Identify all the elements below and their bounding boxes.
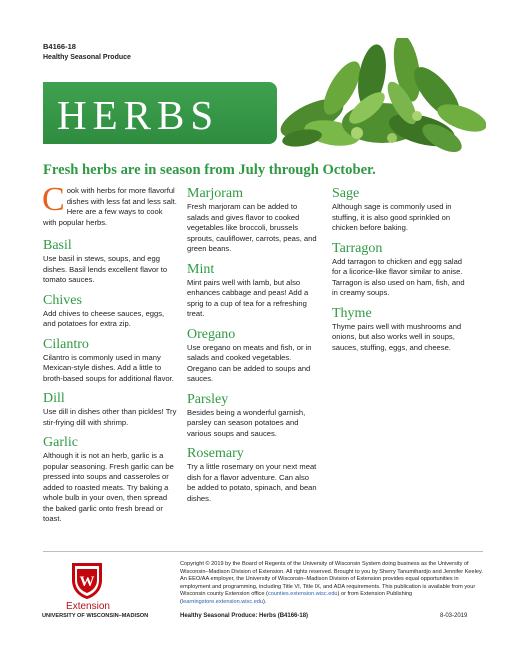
herb-marjoram	[187, 186, 317, 255]
herb-text: Add tarragon to chicken and egg salad for a licorice-like flavor similar to anise. Tarragon is also used on ham, fish, and in creamy soups.	[332, 256, 465, 297]
herb-rosemary	[187, 446, 317, 504]
herb-sage	[332, 186, 467, 234]
herb-heading: Rosemary	[187, 446, 244, 461]
herb-text: Cilantro is commonly used in many Mexican-style dishes. Add a little to broth-based soups for additional flavor.	[43, 352, 174, 383]
herb-heading: Thyme	[332, 305, 372, 321]
title-banner	[43, 82, 277, 144]
page-title: HERBS	[57, 92, 220, 138]
herb-mint	[187, 262, 317, 320]
herb-heading: Garlic	[43, 435, 78, 450]
uw-crest-icon	[68, 560, 106, 600]
crest-letter: W	[79, 574, 95, 590]
herb-text: Thyme pairs well with mushrooms and onions, but also works well in soups, sauces, stuffing, eggs, and cheese.	[332, 321, 462, 352]
footer-date: 8-03-2019	[440, 613, 468, 619]
column-1	[42, 181, 178, 532]
drop-cap: C	[42, 181, 65, 218]
column-3	[332, 186, 467, 360]
herb-heading: Cilantro	[43, 336, 89, 352]
herb-heading: Chives	[43, 292, 82, 308]
herb-text: Although sage is commonly used in stuffing, it is also good sprinkled on chicken before baking.	[332, 202, 452, 232]
document-id: B4166-18	[43, 42, 76, 51]
herb-text: Use oregano on meats and fish, or in salads and cooked vegetables. Oregano can be added to soups and sauces.	[187, 342, 312, 383]
herb-text: Add chives to cheese sauces, eggs, and potatoes for extra zip.	[43, 308, 165, 328]
column-2	[187, 186, 317, 511]
herb-tarragon	[332, 241, 467, 299]
herb-text: Use basil in stews, soups, and egg dishes. Basil lends excellent flavor to tomato sauces.	[43, 254, 168, 284]
university-name: UNIVERSITY OF WISCONSIN–MADISON	[42, 613, 149, 619]
copyright-notice	[180, 561, 484, 607]
herb-text: Although it is not an herb, garlic is a popular seasoning. Fresh garlic can be pressed into soups and casseroles or added to roasted meats. Try baking a whole bulb in your oven, then spread the baked garlic onto fresh bread or toast.	[43, 451, 174, 523]
copyright-text-1: Copyright © 2019 by the Board of Regents of the University of Wisconsin System doing business as the University of Wisconsin–Madison Division of Extension. All rights reserved. Brought to you by Sherry Tanumihardjo and Jennifer Keeley. An EEO/AA employer, the University of Wisconsin–Madison Division of Extension provides equal opportunities in employment and programming, including Title VI, Title IX, and ADA requirements. This publication is available from your Wisconsin county Extension office (	[180, 561, 483, 598]
series-name: Healthy Seasonal Produce	[43, 54, 131, 61]
herb-parsley	[187, 392, 317, 440]
herb-heading: Dill	[43, 391, 65, 406]
herb-heading: Parsley	[187, 391, 229, 407]
herbs-photo	[272, 38, 486, 158]
counties-link[interactable]: counties.extension.wisc.edu	[267, 591, 338, 598]
herb-chives	[43, 293, 178, 330]
herb-thyme	[332, 306, 467, 354]
copyright-text-3: ).	[263, 598, 267, 605]
herb-cilantro	[43, 337, 178, 385]
extension-name: Extension	[66, 601, 110, 612]
footer-divider	[43, 551, 483, 552]
learningstore-link[interactable]: learningstore.extension.wisc.edu	[181, 598, 264, 605]
herb-text: Mint pairs well with lamb, but also enhances cabbage and peas! Add a sprig to a cup of tea for a refreshing treat.	[187, 277, 309, 318]
herb-text: Try a little rosemary on your next meat dish for a flavor adventure. Can also be added to potato, spinach, and bean dishes.	[187, 462, 317, 503]
herb-text: Besides being a wonderful garnish, parsley can season potatoes and various soups and sauces.	[187, 407, 306, 438]
intro-paragraph	[42, 181, 178, 232]
herb-basil	[43, 238, 178, 286]
intro-text: ook with herbs for more flavorful dishes with less fat and less salt. Here are a few ways to cook with popular herbs.	[43, 186, 177, 227]
season-subtitle: Fresh herbs are in season from July through October.	[43, 162, 376, 178]
herb-oregano	[187, 327, 317, 385]
footer-publication-title: Healthy Seasonal Produce: Herbs (B4166-18)	[180, 613, 309, 619]
copyright-text-2: ) or from Extension Publishing (	[180, 591, 413, 605]
herb-heading: Mint	[187, 261, 215, 277]
herb-heading: Marjoram	[187, 186, 243, 201]
herb-heading: Tarragon	[332, 240, 383, 256]
herb-heading: Sage	[332, 186, 360, 201]
herb-heading: Oregano	[187, 326, 236, 342]
herb-heading: Basil	[43, 238, 72, 253]
herb-dill	[43, 391, 178, 428]
herb-text: Fresh marjoram can be added to salads and gives flavor to cooked vegetables like broccoli, brussels sprouts, cauliflower, carrots, peas, and green beans.	[187, 202, 317, 253]
herb-text: Use dill in dishes other than pickles! Try stir-frying dill with shrimp.	[43, 407, 177, 427]
herb-garlic	[43, 435, 178, 525]
